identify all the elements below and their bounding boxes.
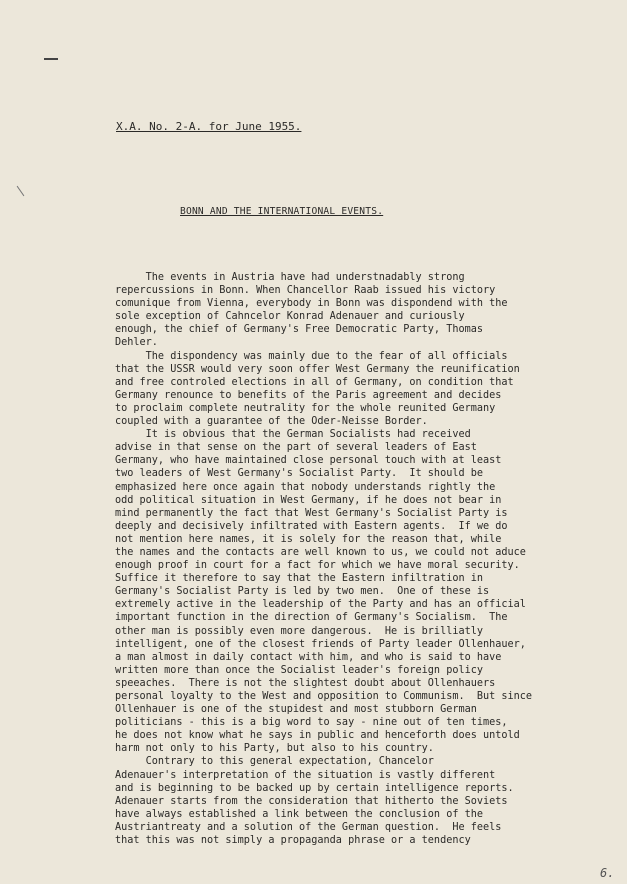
body-line: coupled with a guarantee of the Oder-Neisse Border.: [115, 416, 428, 428]
body-line: It is obvious that the German Socialists had received: [115, 429, 471, 441]
body-line: The dispondency was mainly due to the fear of all officials: [115, 350, 508, 362]
body-line: Dehler.: [115, 337, 158, 349]
body-line: emphasized here once again that nobody understands rightly the: [115, 481, 496, 493]
body-line: enough, the chief of Germany's Free Democratic Party, Thomas: [115, 324, 484, 336]
body-line: speeaches. There is not the slightest doubt about Ollenhauers: [115, 677, 496, 689]
body-line: repercussions in Bonn. When Chancellor Raab issued his victory: [115, 285, 496, 297]
body-line: Germany, who have maintained close personal touch with at least: [115, 455, 502, 467]
stray-mark: [44, 58, 58, 60]
body-line: the names and the contacts are well known to us, we could not aduce: [115, 546, 526, 558]
body-line: sole exception of Cahncelor Konrad Adenauer and curiously: [115, 311, 465, 323]
document-body: [115, 271, 620, 847]
body-line: Adenauer's interpretation of the situation is vastly different: [115, 769, 496, 781]
body-line: that this was not simply a propaganda phrase or a tendency: [115, 835, 471, 847]
body-line: a man almost in daily contact with him, and who is said to have: [115, 651, 502, 663]
page-number: 6.: [600, 866, 615, 880]
body-line: harm not only to his Party, but also to his country.: [115, 743, 434, 755]
body-line: two leaders of West Germany's Socialist Party. It should be: [115, 468, 484, 480]
body-line: Ollenhauer is one of the stupidest and most stubborn German: [115, 704, 477, 716]
body-line: enough proof in court for a fact for which we have moral security.: [115, 560, 520, 572]
body-line: and free controled elections in all of Germany, on condition that: [115, 376, 514, 388]
body-line: advise in that sense on the part of several leaders of East: [115, 442, 477, 454]
body-line: intelligent, one of the closest friends of Party leader Ollenhauer,: [115, 638, 526, 650]
body-line: other man is possibly even more dangerous. He is brilliatly: [115, 625, 484, 637]
body-line: Contrary to this general expectation, Chancelor: [115, 756, 434, 768]
body-line: odd political situation in West Germany, if he does not bear in: [115, 494, 502, 506]
body-line: The events in Austria have had understnadably strong: [115, 272, 465, 283]
body-line: Germany renounce to benefits of the Paris agreement and decides: [115, 389, 502, 401]
body-line: to proclaim complete neutrality for the whole reunited Germany: [115, 402, 496, 414]
body-line: and is beginning to be backed up by certain intelligence reports.: [115, 782, 514, 794]
body-line: deeply and decisively infiltrated with Eastern agents. If we do: [115, 520, 508, 532]
body-line: comunique from Vienna, everybody in Bonn was dispondend with the: [115, 298, 508, 310]
body-line: Germany's Socialist Party is led by two men. One of these is: [115, 586, 490, 598]
body-line: Austriantreaty and a solution of the German question. He feels: [115, 821, 502, 833]
stray-mark: [17, 186, 25, 196]
body-line: important function in the direction of Germany's Socialism. The: [115, 612, 508, 624]
body-line: he does not know what he says in public and henceforth does untold: [115, 730, 520, 742]
body-line: written more than once the Socialist leader's foreign policy: [115, 664, 484, 676]
body-line: mind permanently the fact that West Germany's Socialist Party is: [115, 507, 508, 519]
body-line: Adenauer starts from the consideration that hitherto the Soviets: [115, 795, 508, 807]
body-line: politicians - this is a big word to say - nine out of ten times,: [115, 717, 508, 729]
body-line: have always established a link between the conclusion of the: [115, 808, 484, 820]
document-title: BONN AND THE INTERNATIONAL EVENTS.: [180, 206, 384, 217]
body-line: personal loyalty to the West and opposition to Communism. But since: [115, 691, 533, 702]
body-line: extremely active in the leadership of the Party and has an official: [115, 599, 526, 611]
document-heading: X.A. No. 2-A. for June 1955.: [116, 120, 302, 133]
body-line: Suffice it therefore to say that the Eastern infiltration in: [115, 573, 484, 585]
body-line: not mention here names, it is solely for the reason that, while: [115, 533, 502, 545]
body-line: that the USSR would very soon offer West Germany the reunification: [115, 363, 520, 375]
